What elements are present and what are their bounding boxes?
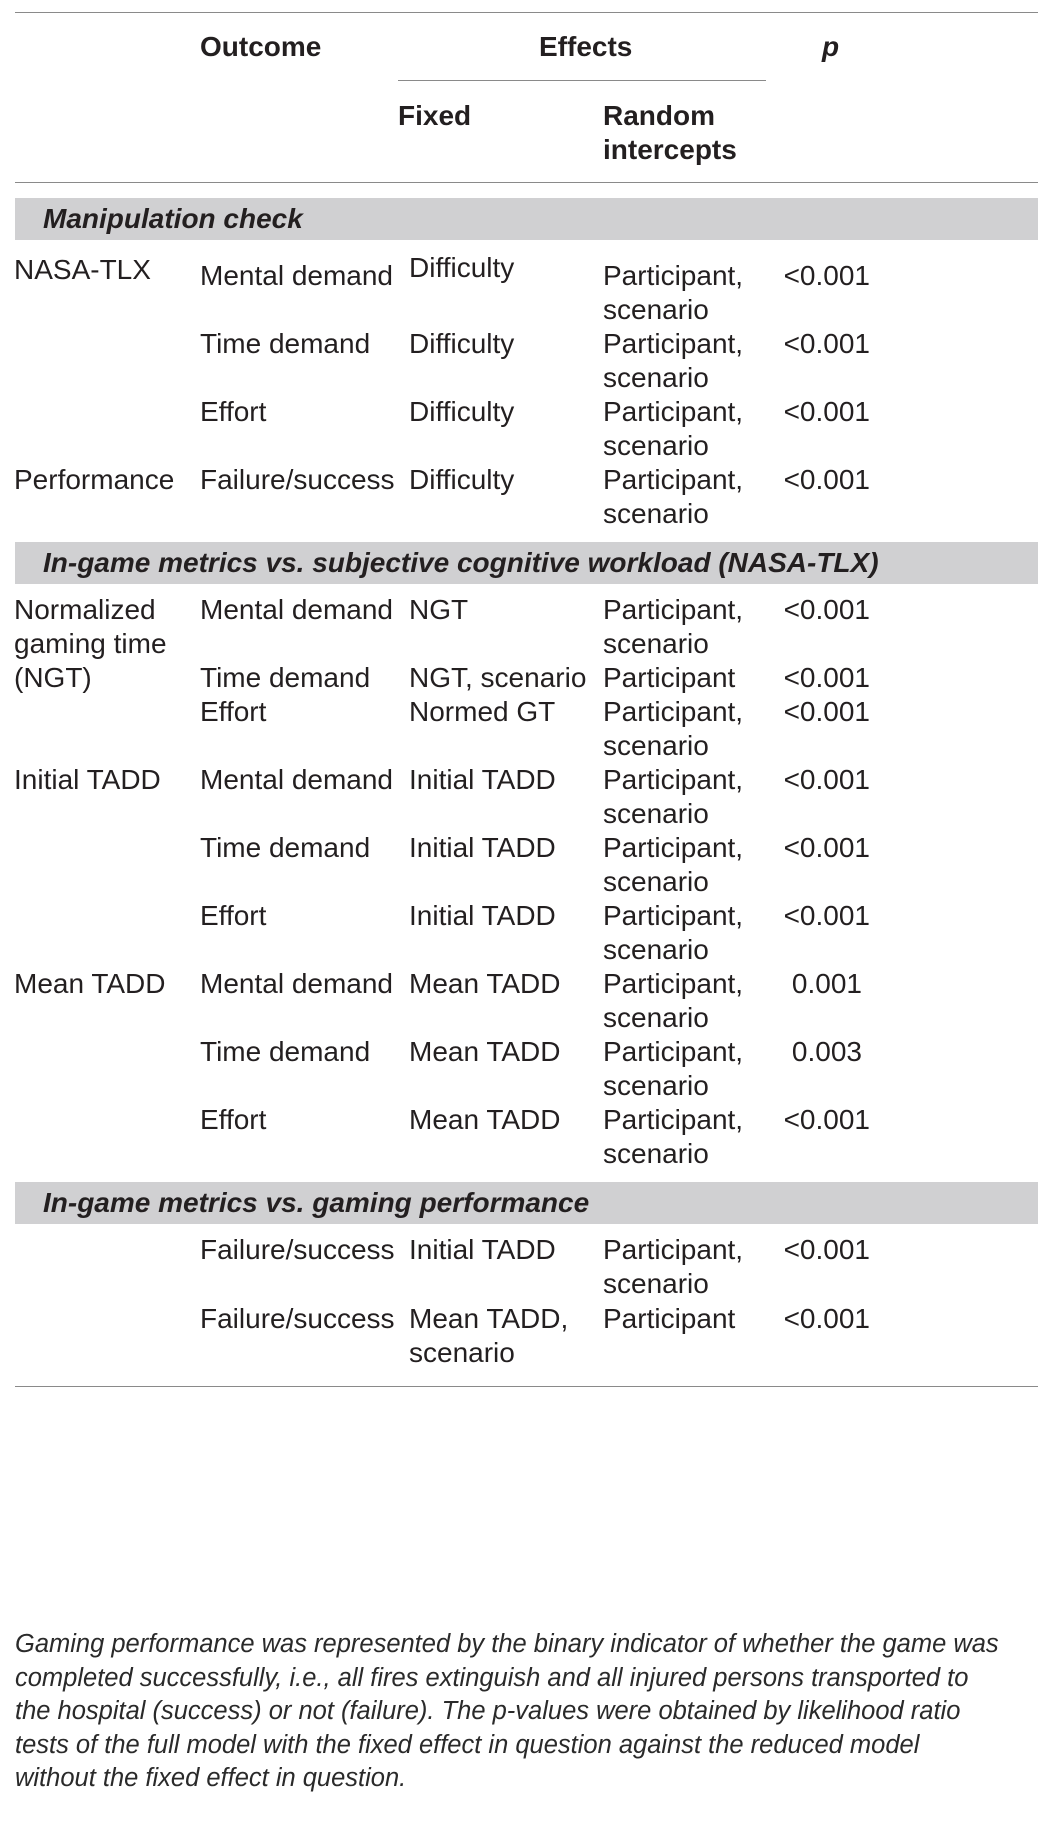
row-p-value: <0.001: [783, 1234, 870, 1265]
header-p: p: [822, 31, 840, 62]
row-p-value: <0.001: [783, 662, 870, 693]
row-outcome: Effort: [200, 696, 267, 727]
row-random: scenario: [603, 730, 709, 761]
row-outcome: Effort: [200, 396, 267, 427]
row-random: Participant,: [603, 1036, 744, 1067]
row-p-value: 0.001: [791, 968, 862, 999]
row-fixed: scenario: [409, 1337, 515, 1368]
row-p-value: <0.001: [783, 396, 870, 427]
row-random: scenario: [603, 866, 709, 897]
row-random: scenario: [603, 294, 709, 325]
row-fixed: Mean TADD: [409, 968, 561, 999]
row-random: Participant,: [603, 900, 744, 931]
row-p-value: <0.001: [783, 764, 870, 795]
row-p-value: <0.001: [783, 900, 870, 931]
row-fixed: Initial TADD: [409, 900, 556, 931]
section-band-manipulation-check: [15, 198, 1038, 240]
effects-rule: [398, 80, 766, 81]
row-fixed: Initial TADD: [409, 764, 556, 795]
row-outcome: Mental demand: [200, 764, 394, 795]
row-random: Participant,: [603, 396, 744, 427]
header-random-line1: Random: [603, 100, 715, 131]
row-outcome: Effort: [200, 900, 267, 931]
row-random: Participant,: [603, 832, 744, 863]
row-p-value: <0.001: [783, 1104, 870, 1135]
row-fixed: NGT, scenario: [409, 662, 587, 693]
row-group-label: Performance: [14, 464, 175, 495]
row-p-value: <0.001: [783, 832, 870, 863]
section-band-workload: [15, 542, 1038, 584]
row-fixed: Difficulty: [409, 328, 515, 359]
row-p-value: <0.001: [783, 464, 870, 495]
row-random: Participant,: [603, 968, 744, 999]
row-group-label: Mean TADD: [14, 968, 166, 999]
row-outcome: Time demand: [200, 832, 371, 863]
row-p-value: 0.003: [791, 1036, 862, 1067]
row-random: scenario: [603, 1070, 709, 1101]
row-p-value: <0.001: [783, 260, 870, 291]
header-outcome: Outcome: [200, 31, 322, 62]
header-effects: Effects: [539, 31, 633, 62]
row-fixed: Difficulty: [409, 464, 515, 495]
row-random: Participant,: [603, 1104, 744, 1135]
row-outcome: Time demand: [200, 328, 371, 359]
row-outcome: Effort: [200, 1104, 267, 1135]
header-bottom-rule: [15, 182, 1038, 183]
row-random: scenario: [603, 628, 709, 659]
row-fixed: Difficulty: [409, 252, 515, 283]
row-random: Participant,: [603, 464, 744, 495]
row-outcome: Failure/success: [200, 464, 395, 495]
row-fixed: Difficulty: [409, 396, 515, 427]
table-footnote: [15, 1628, 1045, 1796]
row-outcome: Mental demand: [200, 260, 394, 291]
header-fixed: Fixed: [398, 100, 472, 131]
row-outcome: Time demand: [200, 1036, 371, 1067]
row-random: scenario: [603, 1002, 709, 1033]
footnote-line: completed successfully, i.e., all fires extinguish and all injured persons transported to: [15, 1663, 969, 1692]
row-fixed: Mean TADD: [409, 1036, 561, 1067]
row-random: scenario: [603, 1138, 709, 1169]
section-title: In-game metrics vs. subjective cognitive workload (NASA-TLX): [43, 547, 879, 578]
row-random: Participant: [603, 1303, 736, 1334]
row-fixed: Normed GT: [409, 696, 556, 727]
table-bottom-rule: [15, 1386, 1038, 1387]
row-random: scenario: [603, 362, 709, 393]
row-group-label: Normalized: [14, 594, 156, 625]
row-fixed: Mean TADD: [409, 1104, 561, 1135]
row-fixed: Mean TADD,: [409, 1303, 569, 1334]
row-fixed: Initial TADD: [409, 832, 556, 863]
section-title: In-game metrics vs. gaming performance: [43, 1187, 590, 1218]
row-group-label: Initial TADD: [14, 764, 161, 795]
row-random: Participant,: [603, 764, 744, 795]
row-p-value: <0.001: [783, 328, 870, 359]
row-outcome: Mental demand: [200, 968, 394, 999]
row-fixed: Initial TADD: [409, 1234, 556, 1265]
row-random: Participant,: [603, 696, 744, 727]
row-random: scenario: [603, 1268, 709, 1299]
row-group-label: (NGT): [14, 662, 92, 693]
row-p-value: <0.001: [783, 594, 870, 625]
section-band-gaming-performance: [15, 1182, 1038, 1224]
footnote-line: tests of the full model with the fixed effect in question against the reduced model: [15, 1730, 920, 1759]
row-random: Participant,: [603, 1234, 744, 1265]
section-title: Manipulation check: [43, 203, 303, 234]
row-p-value: <0.001: [783, 1303, 870, 1334]
row-random: scenario: [603, 798, 709, 829]
row-outcome: Time demand: [200, 662, 371, 693]
footnote-line: the hospital (success) or not (failure). The p-values were obtained by likelihood ratio: [15, 1697, 961, 1725]
row-random: scenario: [603, 498, 709, 529]
row-random: scenario: [603, 430, 709, 461]
row-random: Participant,: [603, 594, 744, 625]
top-rule: [15, 12, 1038, 13]
row-group-label: NASA-TLX: [14, 254, 151, 285]
row-outcome: Failure/success: [200, 1234, 395, 1265]
row-outcome: Failure/success: [200, 1303, 395, 1334]
row-outcome: Mental demand: [200, 594, 394, 625]
footnote-line: without the fixed effect in question.: [15, 1764, 407, 1792]
footnote-line: Gaming performance was represented by the binary indicator of whether the game was: [15, 1630, 999, 1658]
header-random-line2: intercepts: [603, 134, 737, 165]
row-random: Participant,: [603, 260, 744, 291]
row-p-value: <0.001: [783, 696, 870, 727]
row-fixed: NGT: [409, 594, 469, 625]
row-random: Participant: [603, 662, 736, 693]
row-group-label: gaming time: [14, 628, 167, 659]
row-random: scenario: [603, 934, 709, 965]
row-random: Participant,: [603, 328, 744, 359]
